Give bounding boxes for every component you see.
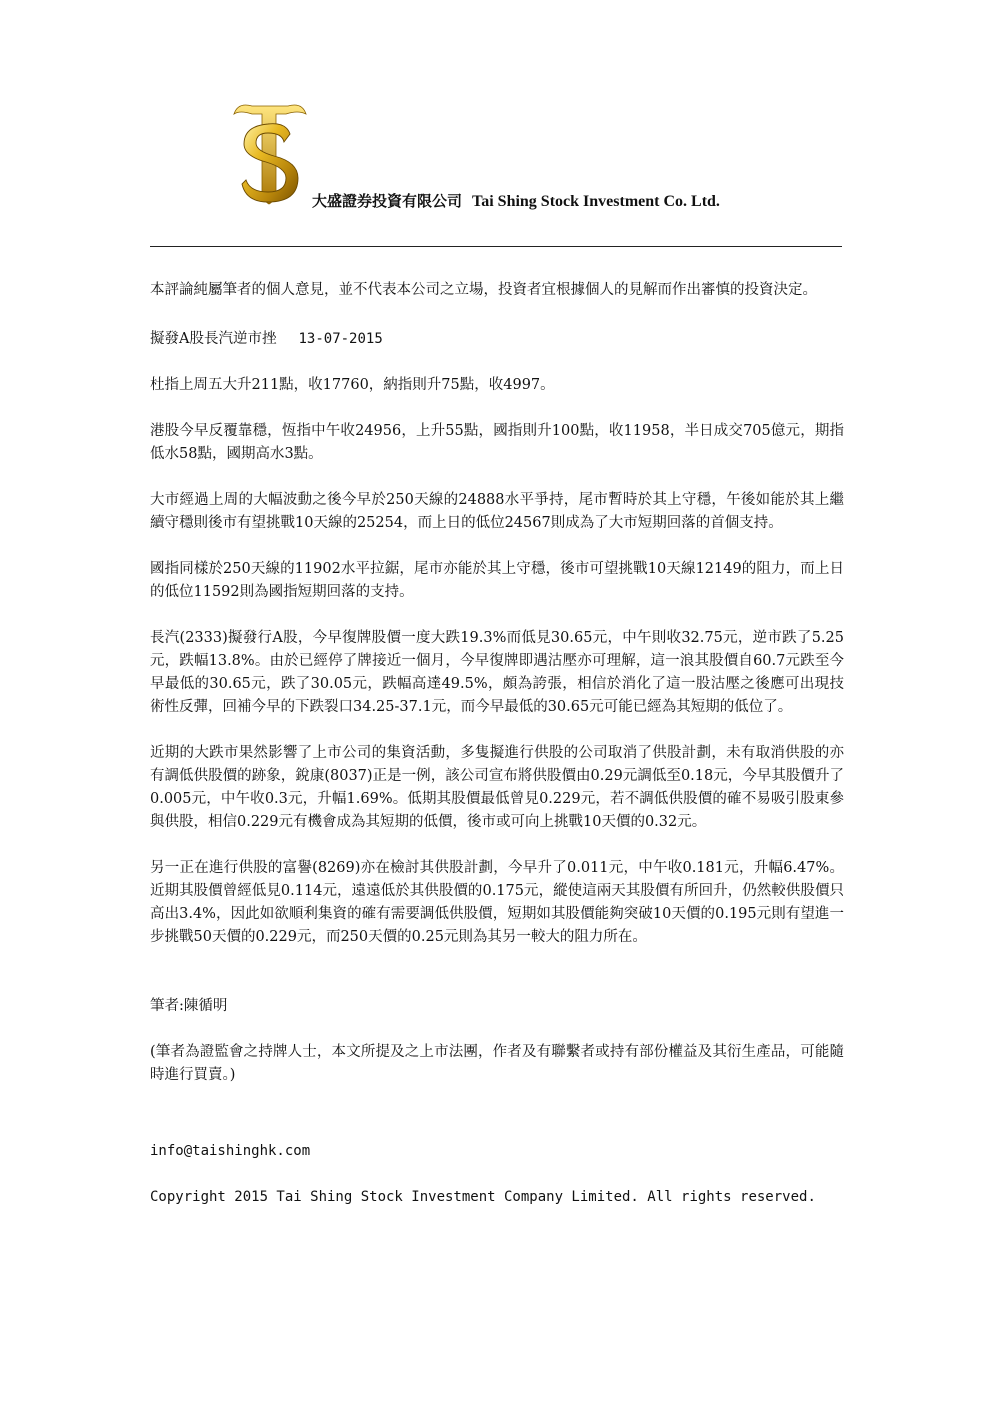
contact-email[interactable]: info@taishinghk.com [150,1143,311,1159]
author-note: (筆者為證監會之持牌人士，本文所提及之上市法團，作者及有聯繫者或持有部份權益及其衍生產品，可能隨時進行買賣。) [150,1044,844,1083]
paragraph: 港股今早反覆靠穩，恆指中午收24956，上升55點，國指則升100點，收11958，半日成交705億元，期指低水58點，國期高水3點。 [150,423,844,462]
article-title: 擬發A股長汽逆市挫 [150,331,277,347]
company-name-en: Tai Shing Stock Investment Co. Ltd. [472,193,720,210]
paragraph: 另一正在進行供股的富譽(8269)亦在檢討其供股計劃，今早升了0.011元，中午收0.181元，升幅6.47%。近期其股價曾經低見0.114元，遠遠低於其供股價的0.175元，縱使這兩天其股價有所回升，仍然較供股價只高出3.4%，因此如欲順利集資的確有需要調低供股價，短期如其股價能夠突破10天價的0.195元則有望進一步挑戰50天價的0.229元，而250天價的0.25元則為其另一較大的阻力所在。 [150,860,844,945]
copyright: Copyright 2015 Tai Shing Stock Investment Company Limited. All rights reserved. [150,1189,816,1205]
header-divider [150,246,842,247]
paragraph: 近期的大跌市果然影響了上市公司的集資活動，多隻擬進行供股的公司取消了供股計劃，未有取消供股的亦有調低供股價的跡象，銳康(8037)正是一例，該公司宣布將供股價由0.29元調低至0.18元，今早其股價升了0.005元，中午收0.3元，升幅1.69%。低期其股價最低曾見0.229元，若不調低供股價的確不易吸引股東參與供股，相信0.229元有機會成為其短期的低價，後市或可向上挑戰10天價的0.32元。 [150,745,844,830]
author: 筆者:陳循明 [150,998,228,1014]
company-name [312,190,720,211]
paragraph: 國指同樣於250天線的11902水平拉鋸，尾市亦能於其上守穩，後市可望挑戰10天線12149的阻力，而上日的低位11592則為國指短期回落的支持。 [150,561,844,600]
ts-logo-icon [228,100,310,208]
article-body [150,276,844,1232]
article-date: 13-07-2015 [298,331,383,347]
paragraph: 長汽(2333)擬發行A股，今早復牌股價一度大跌19.3%而低見30.65元，中午則收32.75元，逆市跌了5.25元，跌幅13.8%。由於已經停了牌接近一個月，今早復牌即遇沽壓亦可理解，這一浪其股價自60.7元跌至今早最低的30.65元，跌了30.05元，跌幅高達49.5%，頗為誇張，相信於消化了這一股沽壓之後應可出現技術性反彈，回補今早的下跌裂口34.25-37.1元，而今早最低的30.65元可能已經為其短期的低位了。 [150,630,844,715]
paragraph: 杜指上周五大升211點，收17760，納指則升75點，收4997。 [150,377,555,393]
article-heading [150,328,844,351]
paragraph: 大市經過上周的大幅波動之後今早於250天線的24888水平爭持，尾市暫時於其上守穩，午後如能於其上繼續守穩則後市有望挑戰10天線的25254，而上日的低位24567則成為了大市短期回落的首個支持。 [150,492,844,531]
disclaimer: 本評論純屬筆者的個人意見，並不代表本公司之立場，投資者宜根據個人的見解而作出審慎的投資決定。 [150,282,817,298]
company-name-zh: 大盛證券投資有限公司 [312,192,463,210]
